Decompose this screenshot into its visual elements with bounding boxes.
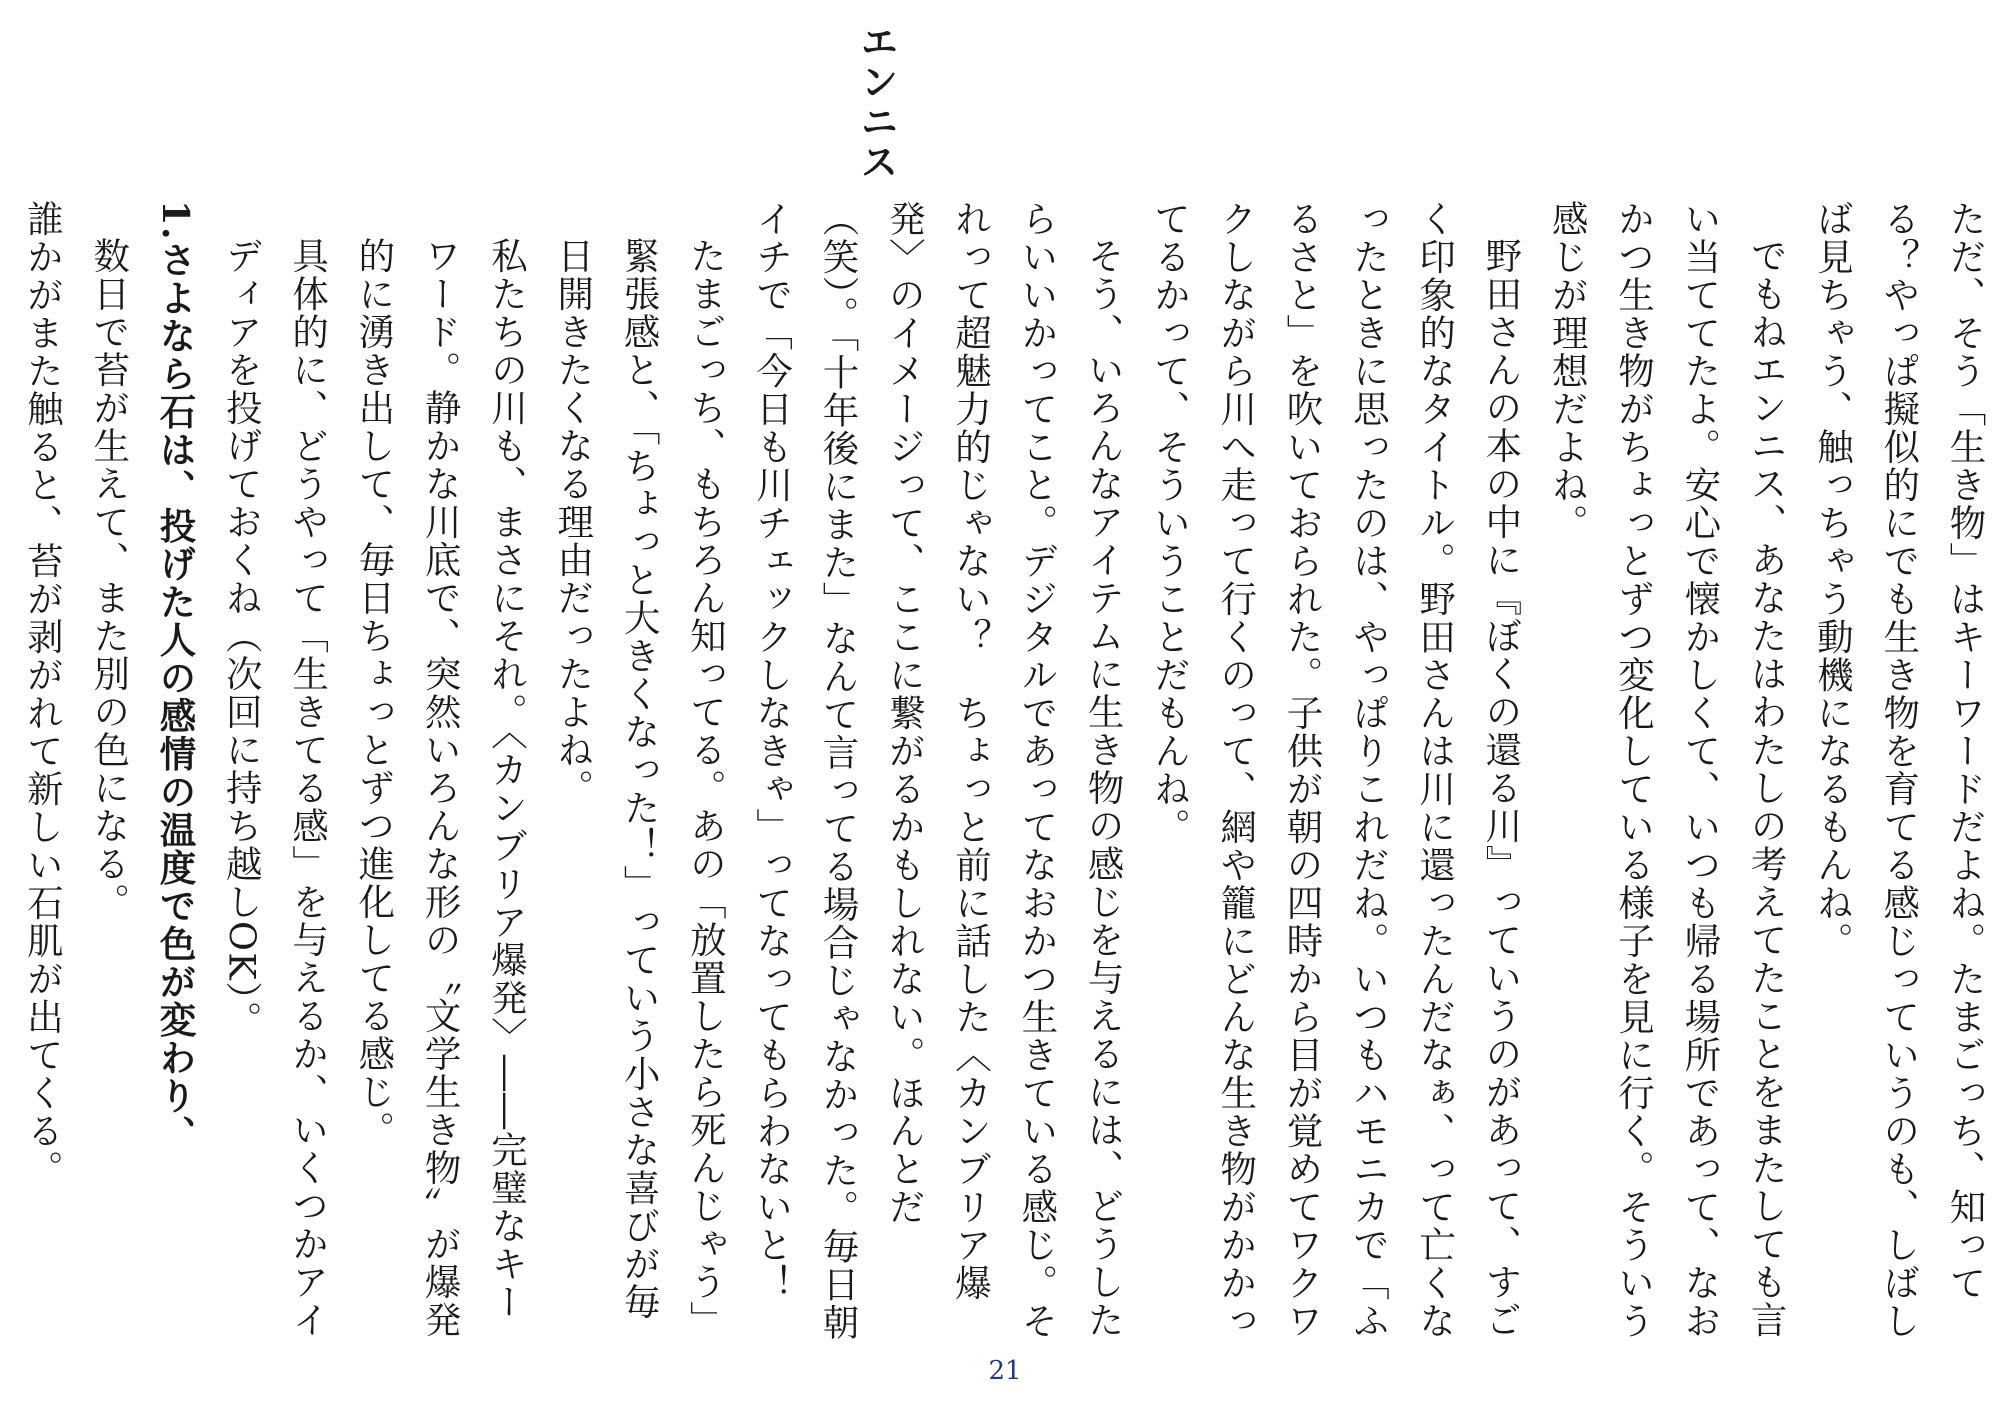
paragraph: 私たちの川も、まさにそれ。〈カンブリア爆発〉――完璧なキーワード。静かな川底で、突然いろんな形の〝文学生き物〟が爆発的に湧き出して、毎日ちょっとずつ進化してる感じ。 <box>352 236 529 1339</box>
paragraph: 数日で苔が生えて、また別の色になる。 <box>87 236 131 921</box>
paragraph: 誰かがまた触ると、苔が剥がれて新しい石肌が出てくる。 <box>21 200 65 1188</box>
paragraph: たまごっち、もちろん知ってる。あの「放置したら死んじゃう」緊張感と、「ちょっと大きくなった！」っていう小さな喜びが毎日開きたくなる理由だったよね。 <box>551 236 728 1339</box>
paragraph: でもねエンニス、あなたはわたしの考えてたことをまたしても言い当ててたよ。安心で懐かしくて、いつも帰る場所であって、なおかつ生き物がちょっとずつ変化している様子を見に行く。そういう感じが理想だよね。 <box>1546 200 1789 1340</box>
page-number: 21 <box>988 1356 1022 1386</box>
paragraph: そう、いろんなアイテムに生き物の感じを与えるには、どうしたらいいかってこと。デジタルであってなおかつ生きている感じ。それって超魅力的じゃない？ ちょっと前に話した〈カンブリア爆発〉のイメージって、ここに繋がるかもしれない。ほんとだ（笑）。「十年後にまた」なんて言ってる場合じゃなかった。毎日朝イチで「今日も川チェックしなきゃ」ってなってもらわないと！ <box>750 200 1126 1342</box>
body-text <box>8 200 1998 1350</box>
paragraph: 野田さんの本の中に『ぼくの還る川』っていうのがあって、すごく印象的なタイトル。野田さんは川に還ったんだなぁ、って亡くなったときに思ったのは、やっぱりこれだね。いつもハモニカで「ふるさと」を吹いておられた。子供が朝の四時から目が覚めてワクワクしながら川へ走って行くのって、網や籠にどんな生き物がかかってるかって、そういうことだもんね。 <box>1148 200 1523 1340</box>
paragraph: 具体的に、どうやって「生きてる感」を与えるか、いくつかアイディアを投げておくね（次回に持ち越しOK）。 <box>220 236 330 1339</box>
paragraph: ただ、そう「生き物」はキーワードだよね。たまごっち、知ってる？やっぱ擬似的にでも生き物を育てる感じっていうのも、しばしば見ちゃう、触っちゃう動機になるもんね。 <box>1811 200 1987 1340</box>
section-heading: エンニス <box>854 22 898 182</box>
bold-list-item: 1.さよなら石は、投げた人の感情の温度で色が変わり、 <box>153 200 197 1154</box>
